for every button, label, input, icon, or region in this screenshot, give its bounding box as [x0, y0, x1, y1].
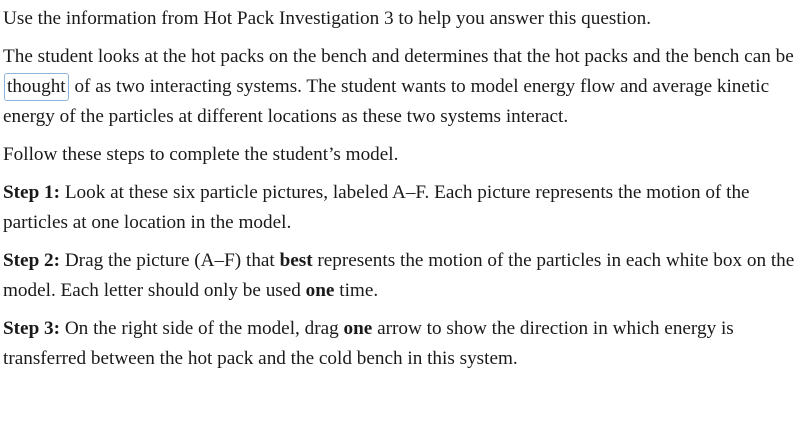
step-2-text-b: represents the motion of the particles in each white box on the model. Each letter should only be used	[3, 250, 795, 301]
step-3-bold-one: one	[343, 318, 373, 339]
step-2-label: Step 2:	[3, 250, 61, 271]
step-1-text: Look at these six particle pictures, labeled A–F. Each picture represents the motion of the particles at one location in the model.	[3, 182, 750, 233]
step-2-text-c: time.	[334, 280, 379, 301]
step-1-label: Step 1:	[3, 182, 61, 203]
step-3-text-b: arrow to show the direction in which energy is transferred between the hot pack and the cold bench in this system.	[3, 318, 734, 369]
step-2-bold-best: best	[279, 250, 313, 271]
question-stem	[3, 4, 795, 374]
step-3-paragraph	[3, 314, 795, 374]
intro-text: Use the information from Hot Pack Investigation 3 to help you answer this question.	[3, 8, 651, 29]
highlighted-word-thought[interactable]: thought	[4, 73, 69, 101]
step-3-label: Step 3:	[3, 318, 61, 339]
step-2-text-a: Drag the picture (A–F) that	[60, 250, 280, 271]
step-3-text-a: On the right side of the model, drag	[60, 318, 344, 339]
step-2-paragraph	[3, 246, 795, 306]
step-2-bold-one: one	[305, 280, 335, 301]
follow-steps-text: Follow these steps to complete the student’s model.	[3, 144, 399, 165]
scenario-paragraph	[3, 42, 795, 132]
scenario-text-after: of as two interacting systems. The student wants to model energy flow and average kinetic energy of the particles at different locations as these two systems interact.	[3, 76, 770, 127]
step-1-paragraph	[3, 178, 795, 238]
scenario-text-before: The student looks at the hot packs on the bench and determines that the hot packs and the bench can be	[3, 46, 794, 67]
